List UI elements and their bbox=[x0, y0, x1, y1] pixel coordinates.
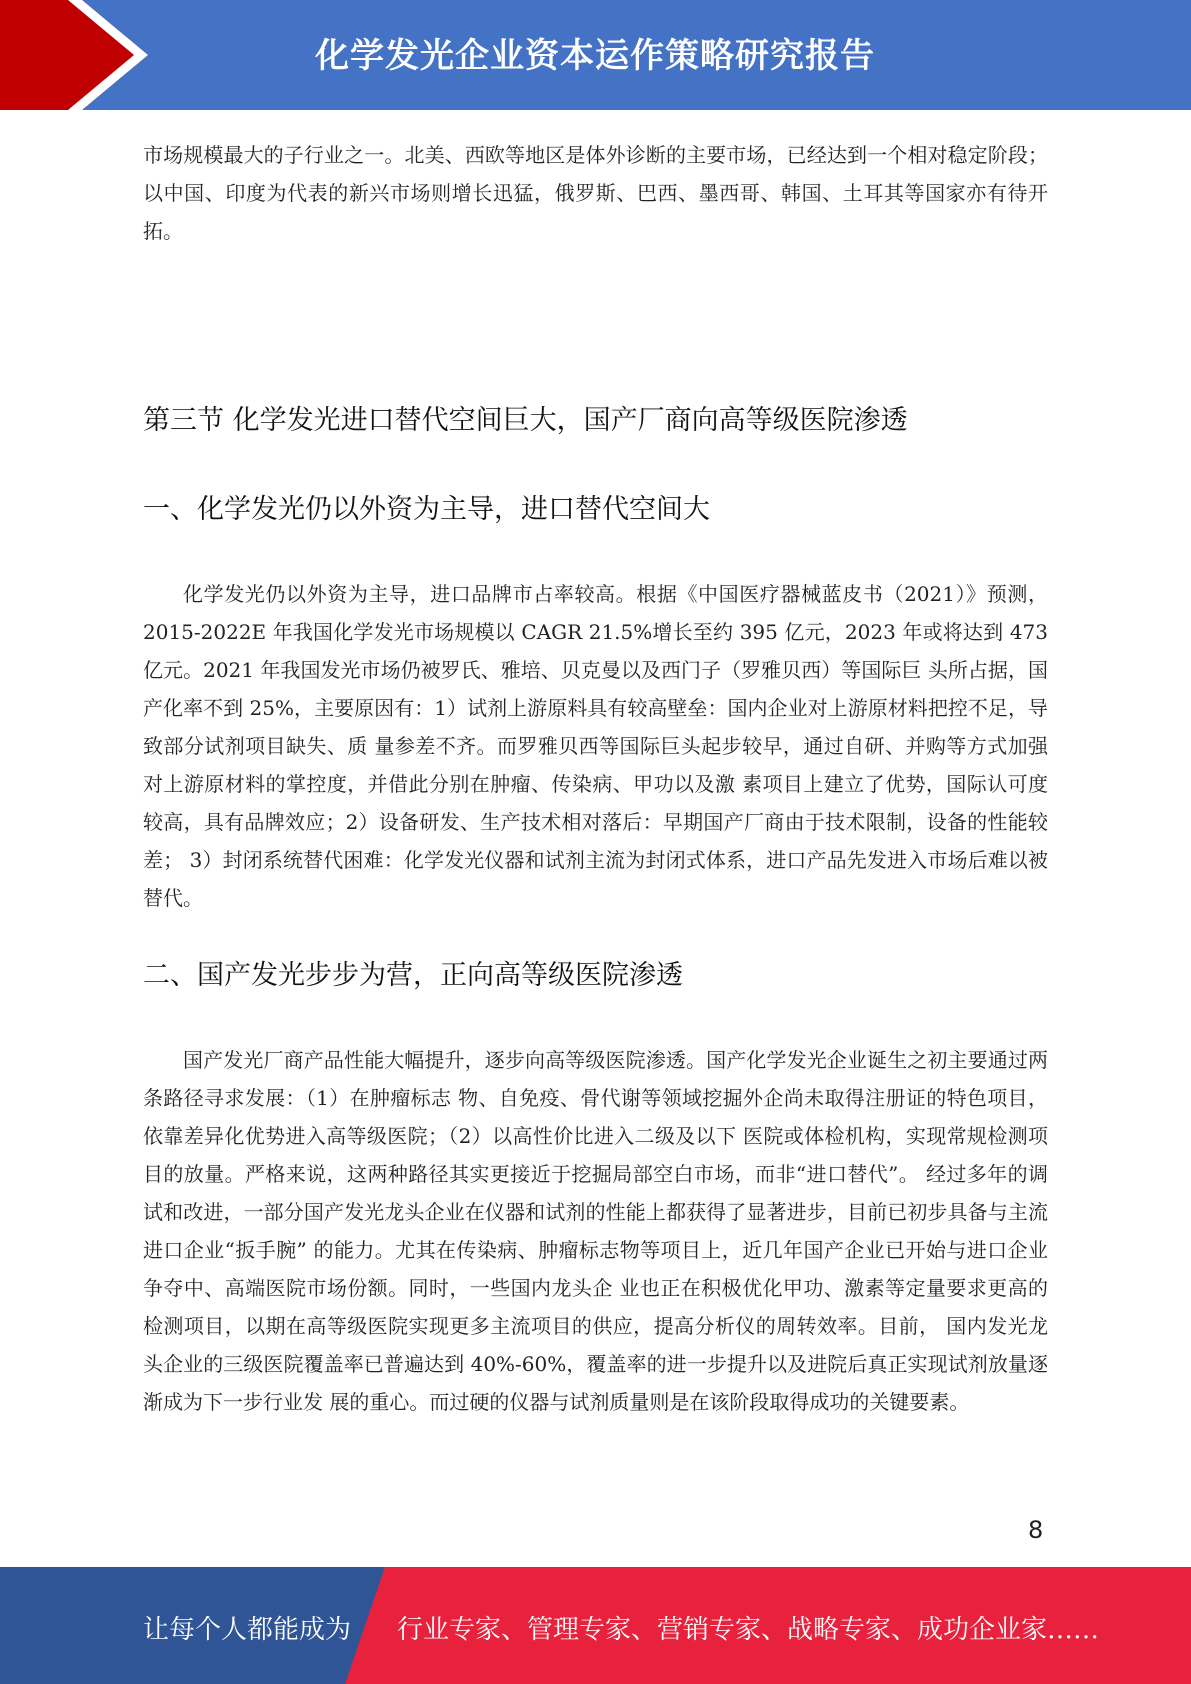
intro-paragraph: 市场规模最大的子行业之一。北美、西欧等地区是体外诊断的主要市场，已经达到一个相对稳定阶段；以中国、印度为代表的新兴市场则增长迅猛，俄罗斯、巴西、墨西哥、韩国、土耳其等国家亦有待开拓。 bbox=[143, 143, 1048, 243]
footer-slogan-left: 让每个人都能成为 bbox=[143, 1615, 352, 1645]
page-number: 8 bbox=[1028, 1516, 1044, 1544]
page-content bbox=[143, 136, 1048, 1421]
header-ribbon-graphic bbox=[0, 0, 160, 110]
subsection-heading-2: 二、国产发光步步为营，正向高等级医院渗透 bbox=[143, 960, 683, 991]
subsection-heading-1: 一、化学发光仍以外资为主导，进口替代空间大 bbox=[143, 494, 710, 525]
footer-slogan-right: 行业专家、管理专家、营销专家、战略专家、成功企业家…… bbox=[397, 1615, 1100, 1645]
page-footer bbox=[0, 1567, 1191, 1684]
section-heading: 第三节 化学发光进口替代空间巨大，国产厂商向高等级医院渗透 bbox=[143, 405, 908, 436]
subsection-2-paragraph: 国产发光厂商产品性能大幅提升，逐步向高等级医院渗透。国产化学发光企业诞生之初主要通过两条路径寻求发展：（1）在肿瘤标志 物、自免疫、骨代谢等领域挖掘外企尚未取得注册证的特色项目，依靠差异化优势进入高等级医院；（2）以高性价比进入二级及以下 医院或体检机构，实现常规检测项目的放量。严格来说，这两种路径其实更接近于挖掘局部空白市场，而非“进口替代”。 经过多年的调试和改进，一部分国产发光龙头企业在仪器和试剂的性能上都获得了显著进步，目前已初步具备与主流进口企业“扳手腕” 的能力。尤其在传染病、肿瘤标志物等项目上，近几年国产企业已开始与进口企业争夺中、高端医院市场份额。同时，一些国内龙头企 业也正在积极优化甲功、激素等定量要求更高的检测项目，以期在高等级医院实现更多主流项目的供应，提高分析仪的周转效率。目前， 国内发光龙头企业的三级医院覆盖率已普遍达到 40%-60%，覆盖率的进一步提升以及进院后真正实现试剂放量逐渐成为下一步行业发 展的重心。而过硬的仪器与试剂质量则是在该阶段取得成功的关键要素。 bbox=[143, 1048, 1048, 1414]
subsection-1-paragraph: 化学发光仍以外资为主导，进口品牌市占率较高。根据《中国医疗器械蓝皮书（2021）》预测，2015-2022E 年我国化学发光市场规模以 CAGR 21.5%增长至约 395 亿元，2023 年或将达到 473 亿元。2021 年我国发光市场仍被罗氏、雅培、贝克曼以及西门子（罗雅贝西）等国际巨 头所占据，国产化率不到 25%，主要原因有：1）试剂上游原料具有较高壁垒：国内企业对上游原材料把控不足，导致部分试剂项目缺失、质 量参差不齐。而罗雅贝西等国际巨头起步较早，通过自研、并购等方式加强对上游原材料的掌控度，并借此分别在肿瘤、传染病、甲功以及激 素项目上建立了优势，国际认可度较高，具有品牌效应；2）设备研发、生产技术相对落后：早期国产厂商由于技术限制，设备的性能较差； 3）封闭系统替代困难：化学发光仪器和试剂主流为封闭式体系，进口产品先发进入市场后难以被替代。 bbox=[143, 582, 1048, 910]
report-title: 化学发光企业资本运作策略研究报告 bbox=[315, 36, 875, 76]
page-header bbox=[0, 0, 1191, 110]
